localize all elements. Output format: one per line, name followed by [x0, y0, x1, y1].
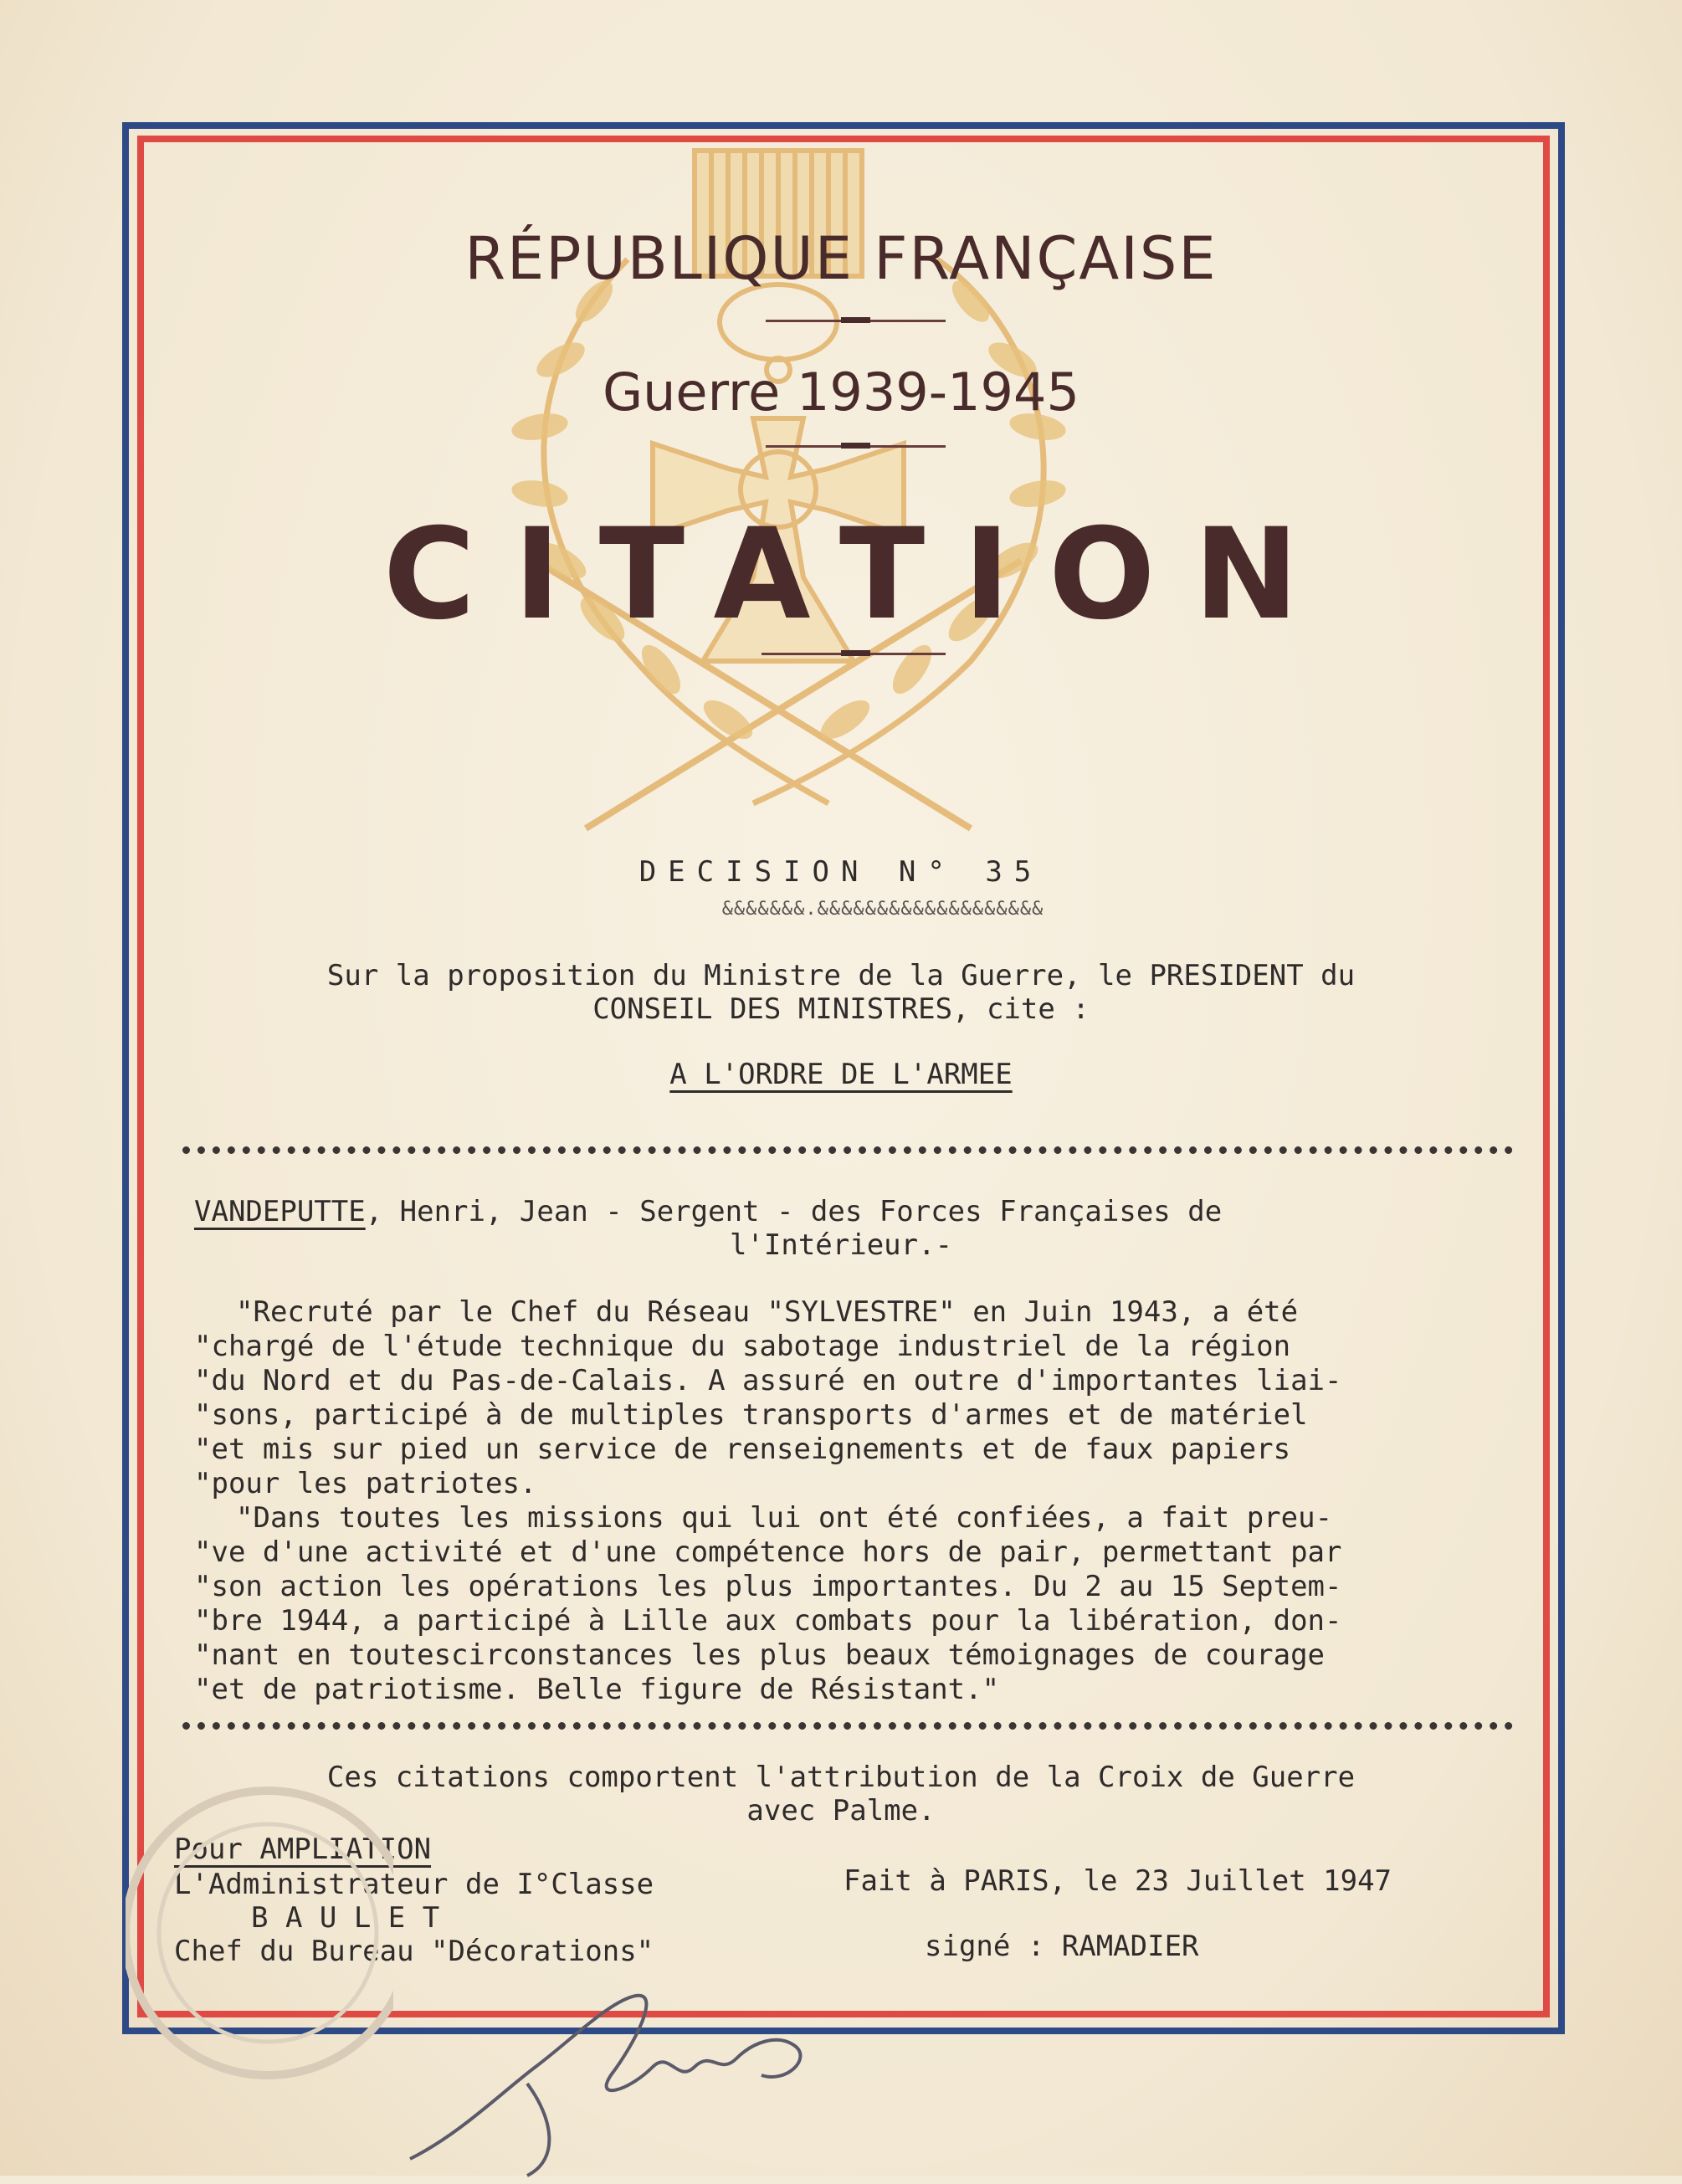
body-line: "pour les patriotes.: [194, 1467, 537, 1500]
body-line: "du Nord et du Pas-de-Calais. A assuré en outre d'importantes liai-: [194, 1364, 1342, 1397]
body-line: "Dans toutes les missions qui lui ont été confiées, a fait preu-: [236, 1501, 1333, 1535]
republic-heading: RÉPUBLIQUE FRANÇAISE: [464, 224, 1218, 293]
signed-line: signé : RAMADIER: [925, 1930, 1199, 1963]
body-line: "nant en toutescirconstances les plus beaux témoignages de courage: [194, 1638, 1326, 1672]
place-date: Fait à PARIS, le 23 Juillet 1947: [844, 1864, 1392, 1898]
body-line: "sons, participé à de multiples transports d'armes et de matériel: [194, 1398, 1308, 1432]
dotted-separator: [182, 1146, 1513, 1154]
divider-mark: [841, 650, 870, 656]
war-heading: Guerre 1939-1945: [603, 361, 1079, 423]
body-line: "Recruté par le Chef du Réseau "SYLVESTRE" en Juin 1943, a été: [236, 1295, 1299, 1329]
body-line: "et mis sur pied un service de renseignements et de faux papiers: [194, 1433, 1291, 1466]
citation-title: CITATION: [382, 502, 1338, 648]
bureau-line: Chef du Bureau "Décorations": [174, 1935, 654, 1968]
decision-number: DECISION N° 35: [638, 855, 1044, 889]
person-name: VANDEPUTTE: [194, 1195, 366, 1228]
administrator-name: B A U L E T: [251, 1901, 440, 1935]
order-line: A L'ORDRE DE L'ARMEE: [669, 1058, 1013, 1091]
closing-line-2: avec Palme.: [746, 1794, 936, 1828]
body-line: "et de patriotisme. Belle figure de Résistant.": [194, 1673, 1000, 1706]
body-line: "chargé de l'étude technique du sabotage industriel de la région: [194, 1330, 1291, 1363]
person-line-1: [194, 1195, 1222, 1228]
ampliation-label: Pour AMPLIATION: [174, 1833, 432, 1866]
decision-ornament: &&&&&&&.&&&&&&&&&&&&&&&&&&&: [721, 899, 1044, 920]
body-line: "ve d'une activité et d'une compétence hors de pair, permettant par: [194, 1535, 1342, 1569]
embossed-seal: [126, 1774, 393, 2092]
intro-line-1: Sur la proposition du Ministre de la Guerre, le PRESIDENT du: [326, 959, 1356, 992]
intro-line-2: CONSEIL DES MINISTRES, cite :: [592, 992, 1090, 1026]
person-rank: , Henri, Jean - Sergent - des Forces Françaises de: [365, 1195, 1223, 1228]
body-line: "bre 1944, a participé à Lille aux combats pour la libération, don-: [194, 1604, 1342, 1638]
closing-line-1: Ces citations comportent l'attribution de la Croix de Guerre: [326, 1761, 1356, 1794]
administrator-line: L'Administrateur de I°Classe: [174, 1868, 654, 1901]
divider-mark: [841, 443, 870, 449]
dotted-separator: [182, 1722, 1513, 1730]
person-line-2: l'Intérieur.-: [729, 1228, 953, 1262]
handwritten-signature: [360, 1966, 845, 2184]
body-line: "son action les opérations les plus importantes. Du 2 au 15 Septem-: [194, 1570, 1342, 1603]
divider-mark: [841, 317, 870, 323]
